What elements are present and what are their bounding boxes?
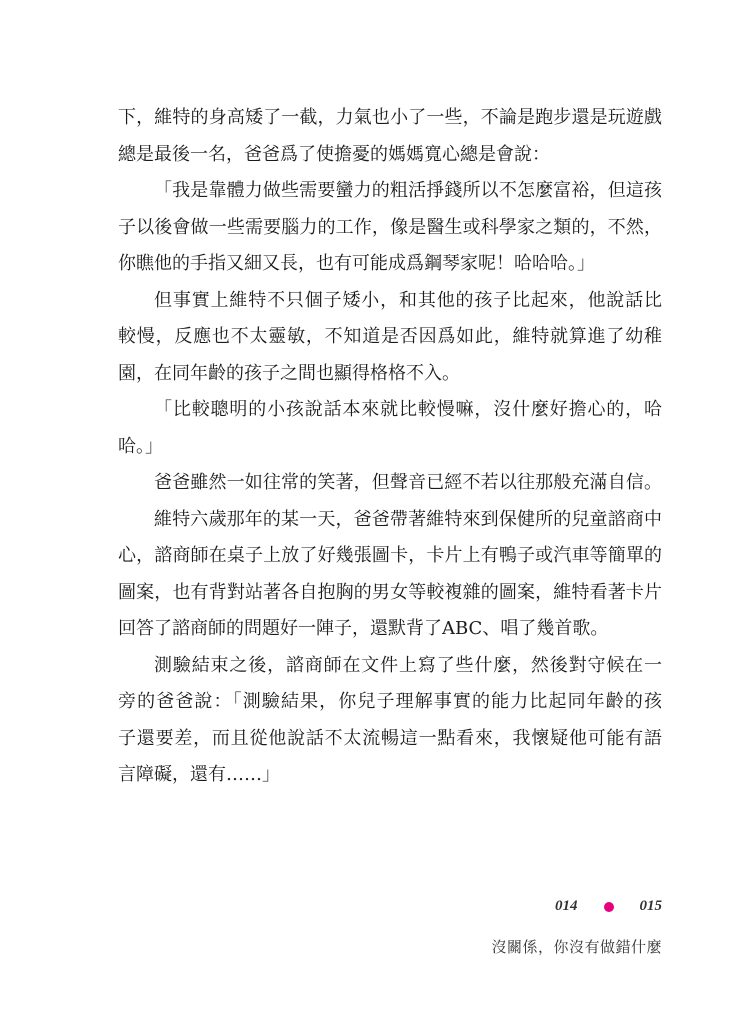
text-line: 總是最後一名，爸爸爲了使擔憂的媽媽寬心總是會說：: [118, 143, 550, 165]
text-line: 「我是靠體力做些需要蠻力的粗活掙錢所以不怎麼富裕，但這孩: [154, 180, 662, 201]
text-line: 心，諮商師在桌子上放了好幾張圖卡，卡片上有鴨子或汽車等簡單的: [118, 545, 662, 566]
text-line: 子還要差，而且從他說話不太流暢這一點看來，我懷疑他可能有語: [118, 727, 662, 749]
page-numbers: [555, 898, 662, 915]
text-line: 但事實上維特不只個子矮小，和其他的孩子比起來，他說話比: [154, 289, 662, 311]
text-line: 維特六歲那年的某一天，爸爸帶著維特來到保健所的兒童諮商中: [154, 508, 662, 530]
text-line: 哈。」: [118, 435, 163, 457]
text-line: 下，維特的身高矮了一截，力氣也小了一些，不論是跑步還是玩遊戲: [118, 107, 662, 128]
paragraph-lines: [118, 100, 662, 794]
text-line: 爸爸雖然一如往常的笑著，但聲音已經不若以往那般充滿自信。: [154, 472, 662, 493]
page-separator-dot-icon: [604, 902, 614, 912]
text-line: 測驗結束之後，諮商師在文件上寫了些什麼，然後對守候在一: [154, 654, 662, 676]
body-text: [118, 100, 662, 794]
page-number-left: 014: [555, 898, 578, 914]
text-line: 你瞧他的手指又細又長，也有可能成爲鋼琴家呢！哈哈哈。」: [118, 253, 595, 274]
text-line: 子以後會做一些需要腦力的工作，像是醫生或科學家之類的，不然，: [118, 216, 662, 238]
text-line: 「比較聰明的小孩說話本來就比較慢嘛，沒什麼好擔心的，哈: [154, 399, 662, 420]
text-line: 圖案，也有背對站著各自抱胸的男女等較複雜的圖案，維特看著卡片: [118, 581, 662, 603]
text-line: 言障礙，還有……」: [118, 764, 280, 785]
running-footer-book-title: 沒關係，你沒有做錯什麼: [491, 938, 662, 956]
text-line: 旁的爸爸說：「測驗結果，你兒子理解事實的能力比起同年齡的孩: [118, 691, 662, 712]
text-line: 園，在同年齡的孩子之間也顯得格格不入。: [118, 362, 460, 384]
text-line: 較慢，反應也不太靈敏，不知道是否因爲如此，維特就算進了幼稚: [118, 326, 662, 347]
page-number-right: 015: [639, 898, 662, 914]
text-line: 回答了諮商師的問題好一陣子，還默背了ABC、唱了幾首歌。: [118, 618, 609, 639]
